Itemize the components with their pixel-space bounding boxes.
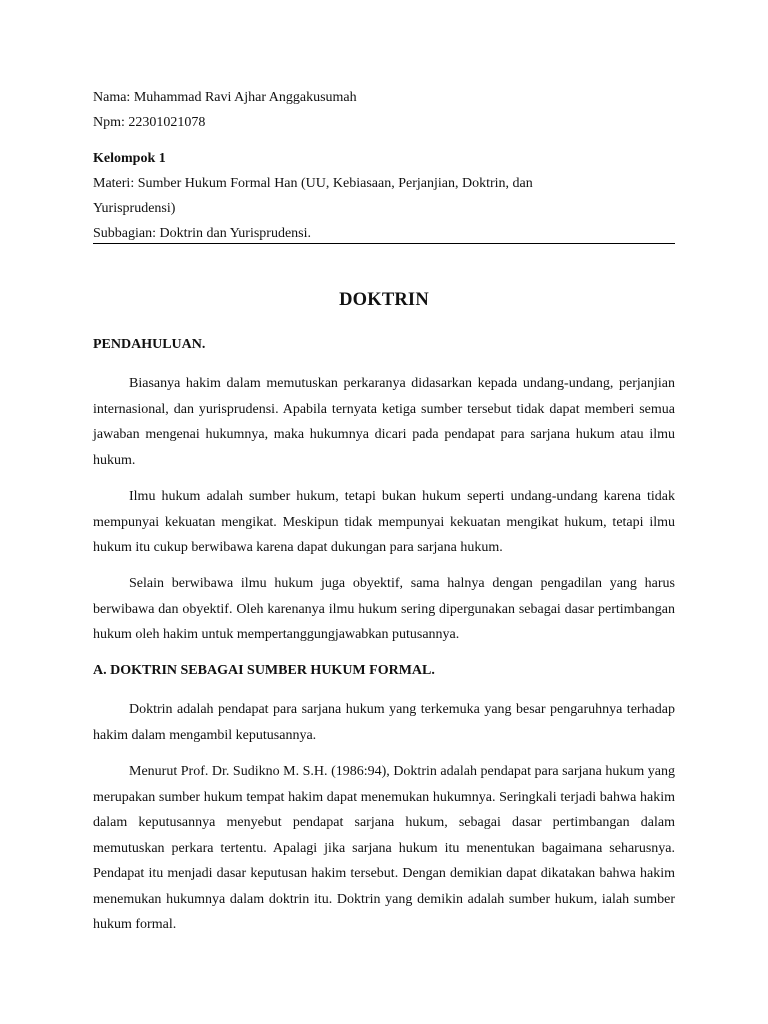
introduction-heading: PENDAHULUAN. <box>93 337 206 352</box>
introduction-paragraph-1: Biasanya hakim dalam memutuskan perkaranya didasarkan kepada undang-undang, perjanjian internasional, dan yurisprudensi. Apabila ternyata ketiga sumber tersebut tidak dapat memberi semua jawaban mengenai hukumnya, maka hukumnya dicari pada pendapat para sarjana hukum atau ilmu hukum. <box>93 376 675 468</box>
material-topic: Materi: Sumber Hukum Formal Han (UU, Kebiasaan, Perjanjian, Doktrin, dan Yurisprudensi) <box>93 176 533 216</box>
introduction-paragraph-2: Ilmu hukum adalah sumber hukum, tetapi bukan hukum seperti undang-undang karena tidak mempunyai kekuatan mengikat. Meskipun tidak mempunyai kekuatan mengikat hukum, tetapi ilmu hukum itu cukup berwibawa karena dapat dukungan para sarjana hukum. <box>93 489 675 555</box>
section-a-paragraph-2: Menurut Prof. Dr. Sudikno M. S.H. (1986:94), Doktrin adalah pendapat para sarjana hukum yang merupakan sumber hukum tempat hakim dapat menemukan hukumnya. Seringkali terjadi bahwa hakim dalam keputusannya menyebut pendapat sarjana hukum, sebagai dasar pertimbangan dalam memutuskan perkara tertentu. Apalagi jika sarjana hukum itu menentukan bagaimana seharusnya. Pendapat itu menjadi dasar keputusan hakim tersebut. Dengan demikian dapat dikatakan bahwa hakim menemukan hukumnya dalam doktrin itu. Doktrin yang demikin adalah sumber hukum, ialah sumber hukum formal. <box>93 764 675 932</box>
document-title: DOKTRIN <box>339 290 429 310</box>
section-a-heading: A. DOKTRIN SEBAGAI SUMBER HUKUM FORMAL. <box>93 663 435 678</box>
section-a-paragraph-1: Doktrin adalah pendapat para sarjana hukum yang terkemuka yang besar pengaruhnya terhadap hakim dalam mengambil keputusannya. <box>93 702 675 743</box>
group-label: Kelompok 1 <box>93 151 166 166</box>
introduction-paragraph-3: Selain berwibawa ilmu hukum juga obyektif, sama halnya dengan pengadilan yang harus berwibawa dan obyektif. Oleh karenanya ilmu hukum sering dipergunakan sebagai dasar pertimbangan hukum oleh hakim untuk mempertanggungjawabkan putusannya. <box>93 576 675 642</box>
student-name: Nama: Muhammad Ravi Ajhar Anggakusumah <box>93 90 357 105</box>
student-npm: Npm: 22301021078 <box>93 115 206 130</box>
header-spacer <box>93 135 675 146</box>
header-divider <box>93 243 675 244</box>
document-header <box>93 85 675 246</box>
subsection-topic: Subbagian: Doktrin dan Yurisprudensi. <box>93 226 312 241</box>
